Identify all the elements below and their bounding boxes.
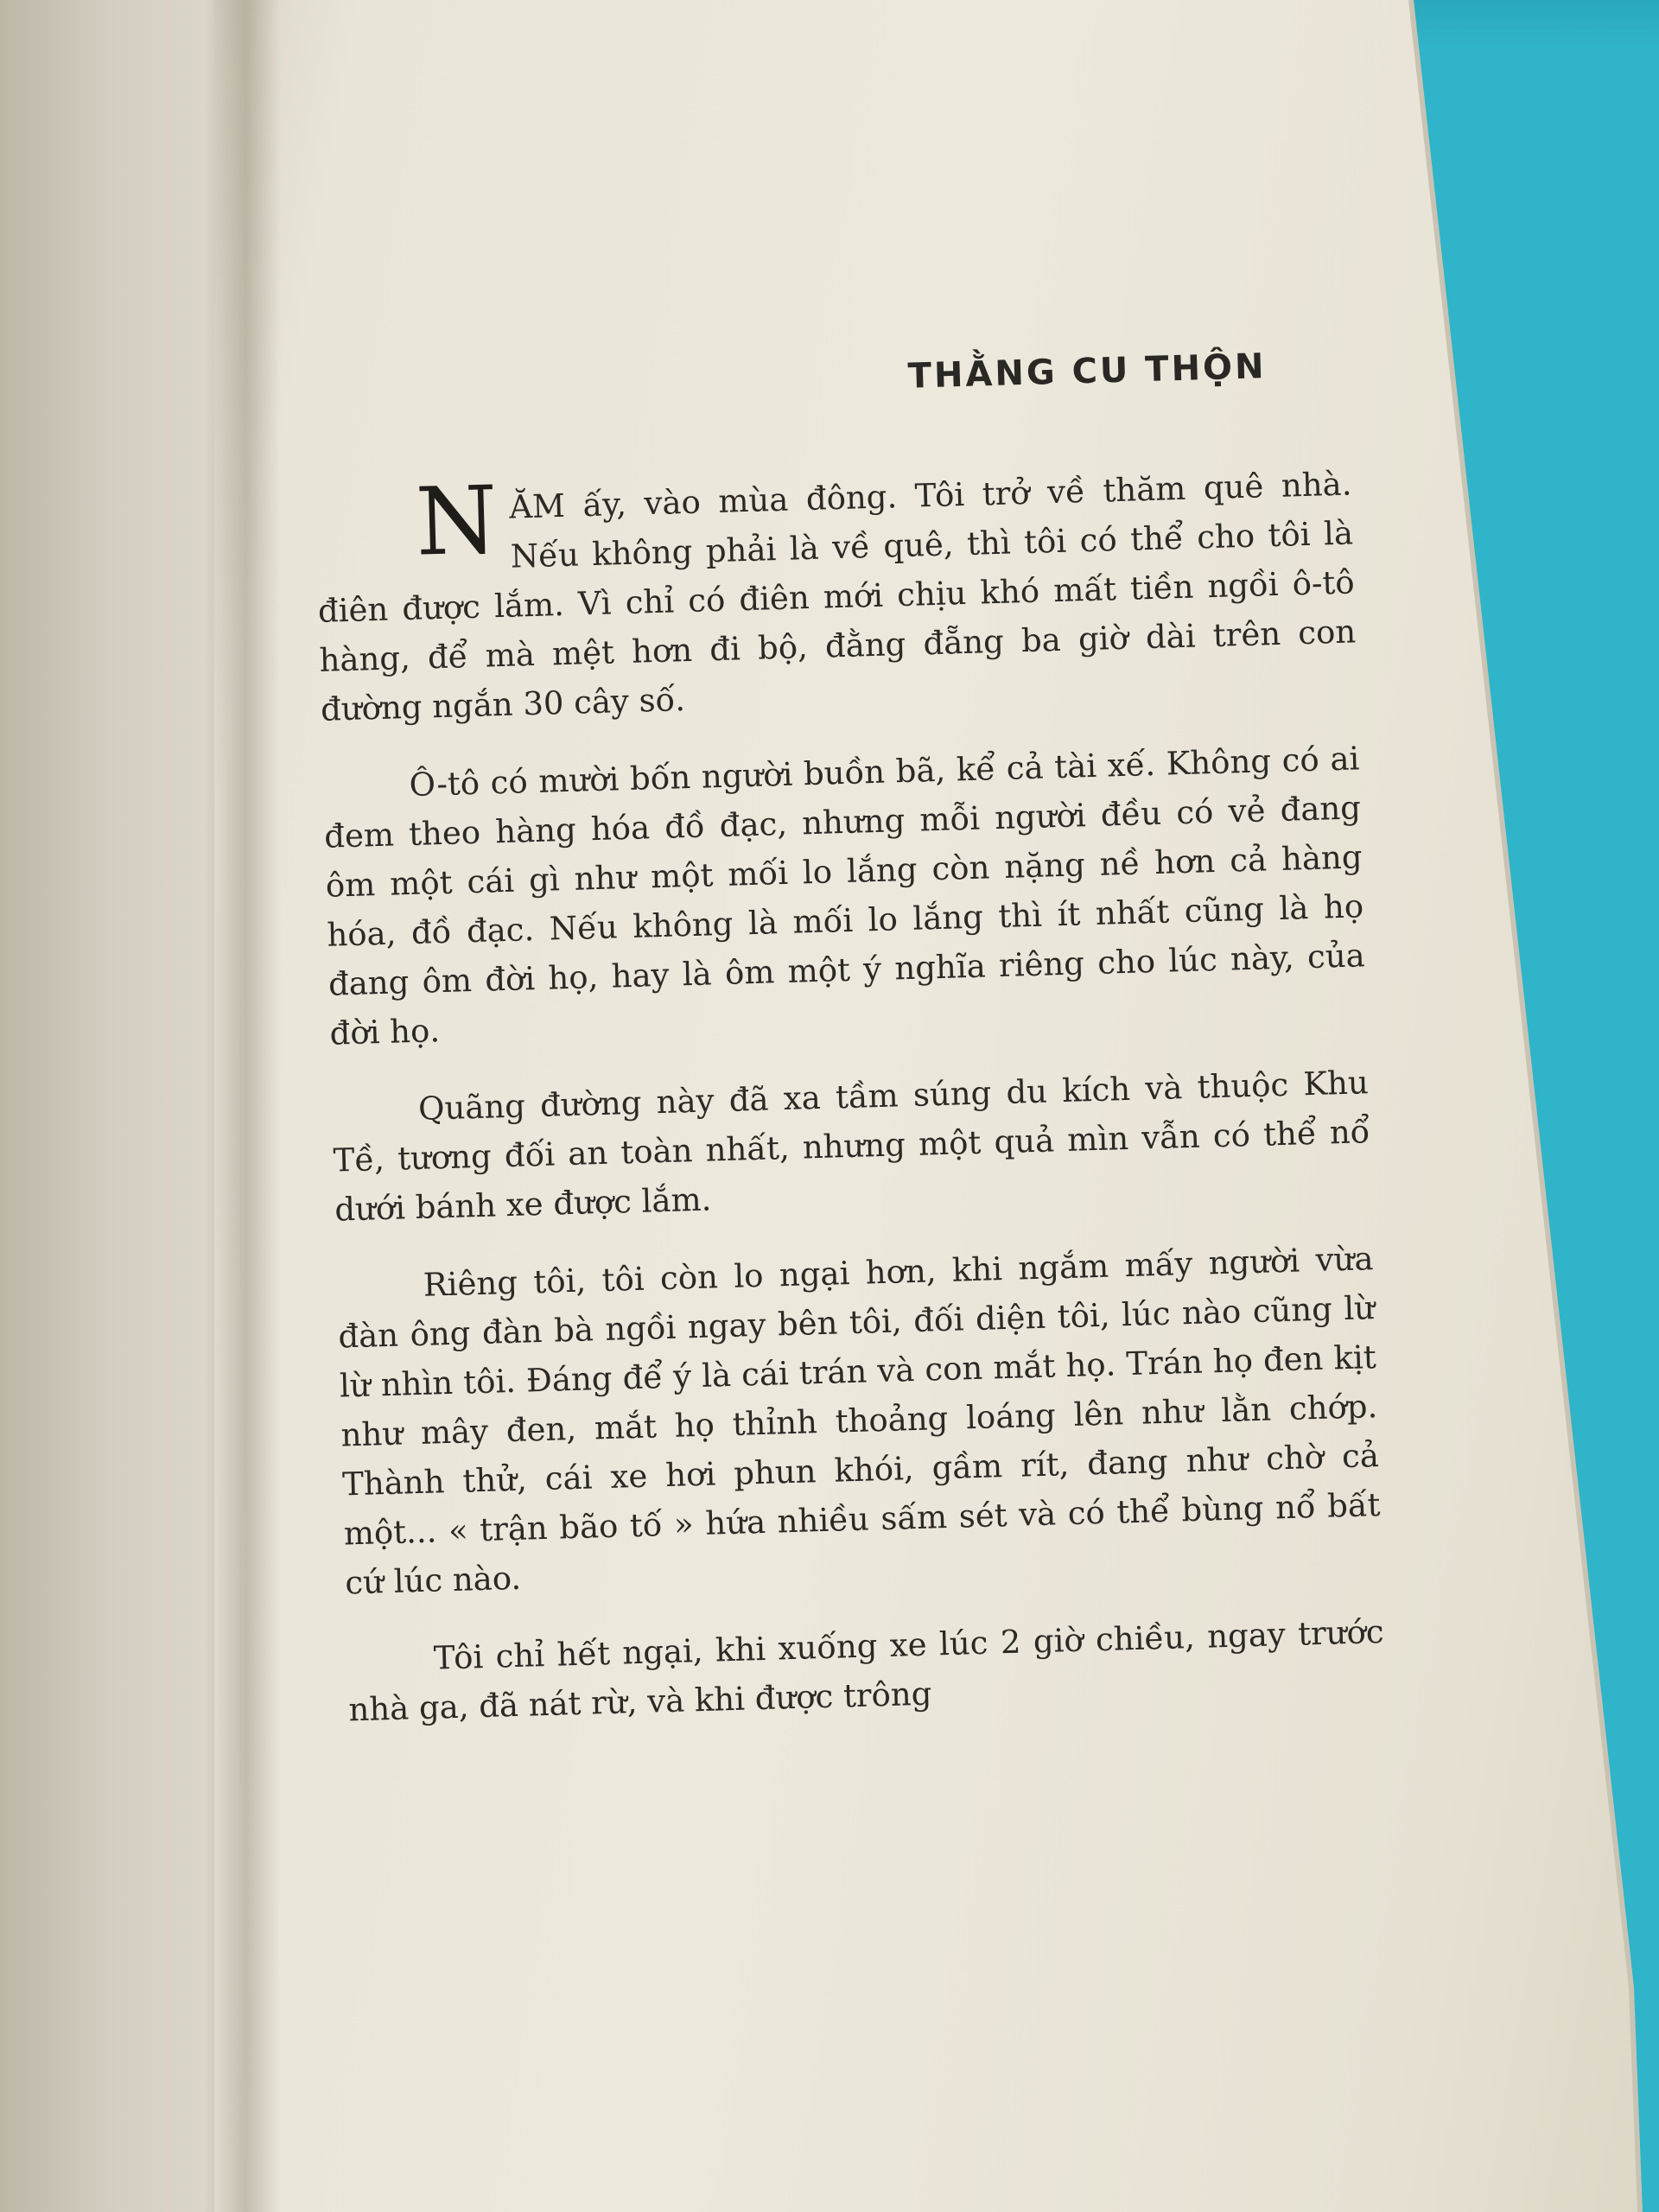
chapter-title: THẰNG CU THỘN bbox=[907, 346, 1268, 397]
first-word-rest: ĂM bbox=[508, 486, 566, 526]
paragraph-3: Quãng đường này đã xa tầm súng du kích và thuộc Khu Tề, tương đối an toàn nhất, nhưng một quả mìn vẫn có thể nổ dưới bánh xe được lắm. bbox=[333, 1064, 1370, 1229]
paragraph-1-text: ấy, vào mùa đông. Tôi trở về thăm quê nhà. Nếu không phải là về quê, thì tôi có thể cho tôi là điên được lắm. Vì chỉ có điên mới chịu khó mất tiền ngồi ô-tô hàng, để mà mệt hơn đi bộ, đằng đẵng ba giờ dài trên con đường ngắn 30 cây số. bbox=[317, 465, 1357, 728]
body-text bbox=[315, 459, 1387, 1763]
paragraph-4: Riêng tôi, tôi còn lo ngại hơn, khi ngắm mấy người vừa đàn ông đàn bà ngồi ngay bên tôi, đối diện tôi, lúc nào cũng lừ lừ nhìn tôi. Đáng để ý là cái trán và con mắt họ. Trán họ đen kịt như mây đen, mắt họ thỉnh thoảng loáng lên như lằn chớp. Thành thử, cái xe hơi phun khói, gầm rít, đang như chờ cả một... « trận bão tố » hứa nhiều sấm sét và có thể bùng nổ bất cứ lúc nào. bbox=[337, 1240, 1381, 1602]
paragraph-5: Tôi chỉ hết ngại, khi xuống xe lúc 2 giờ chiều, ngay trước nhà ga, đã nát rừ, và khi được trông bbox=[347, 1612, 1385, 1729]
paragraph-1 bbox=[315, 459, 1357, 734]
paragraph-2: Ô-tô có mười bốn người buồn bã, kể cả tài xế. Không có ai đem theo hàng hóa đồ đạc, nhưng mỗi người đều có vẻ đang ôm một cái gì như một mối lo lắng còn nặng nề hơn cả hàng hóa, đồ đạc. Nếu không là mối lo lắng thì ít nhất cũng là họ đang ôm đời họ, hay là ôm một ý nghĩa riêng cho lúc này, của đời họ. bbox=[323, 740, 1366, 1052]
drop-cap-letter: N bbox=[414, 467, 499, 577]
book-spine-shadow bbox=[203, 0, 281, 2212]
